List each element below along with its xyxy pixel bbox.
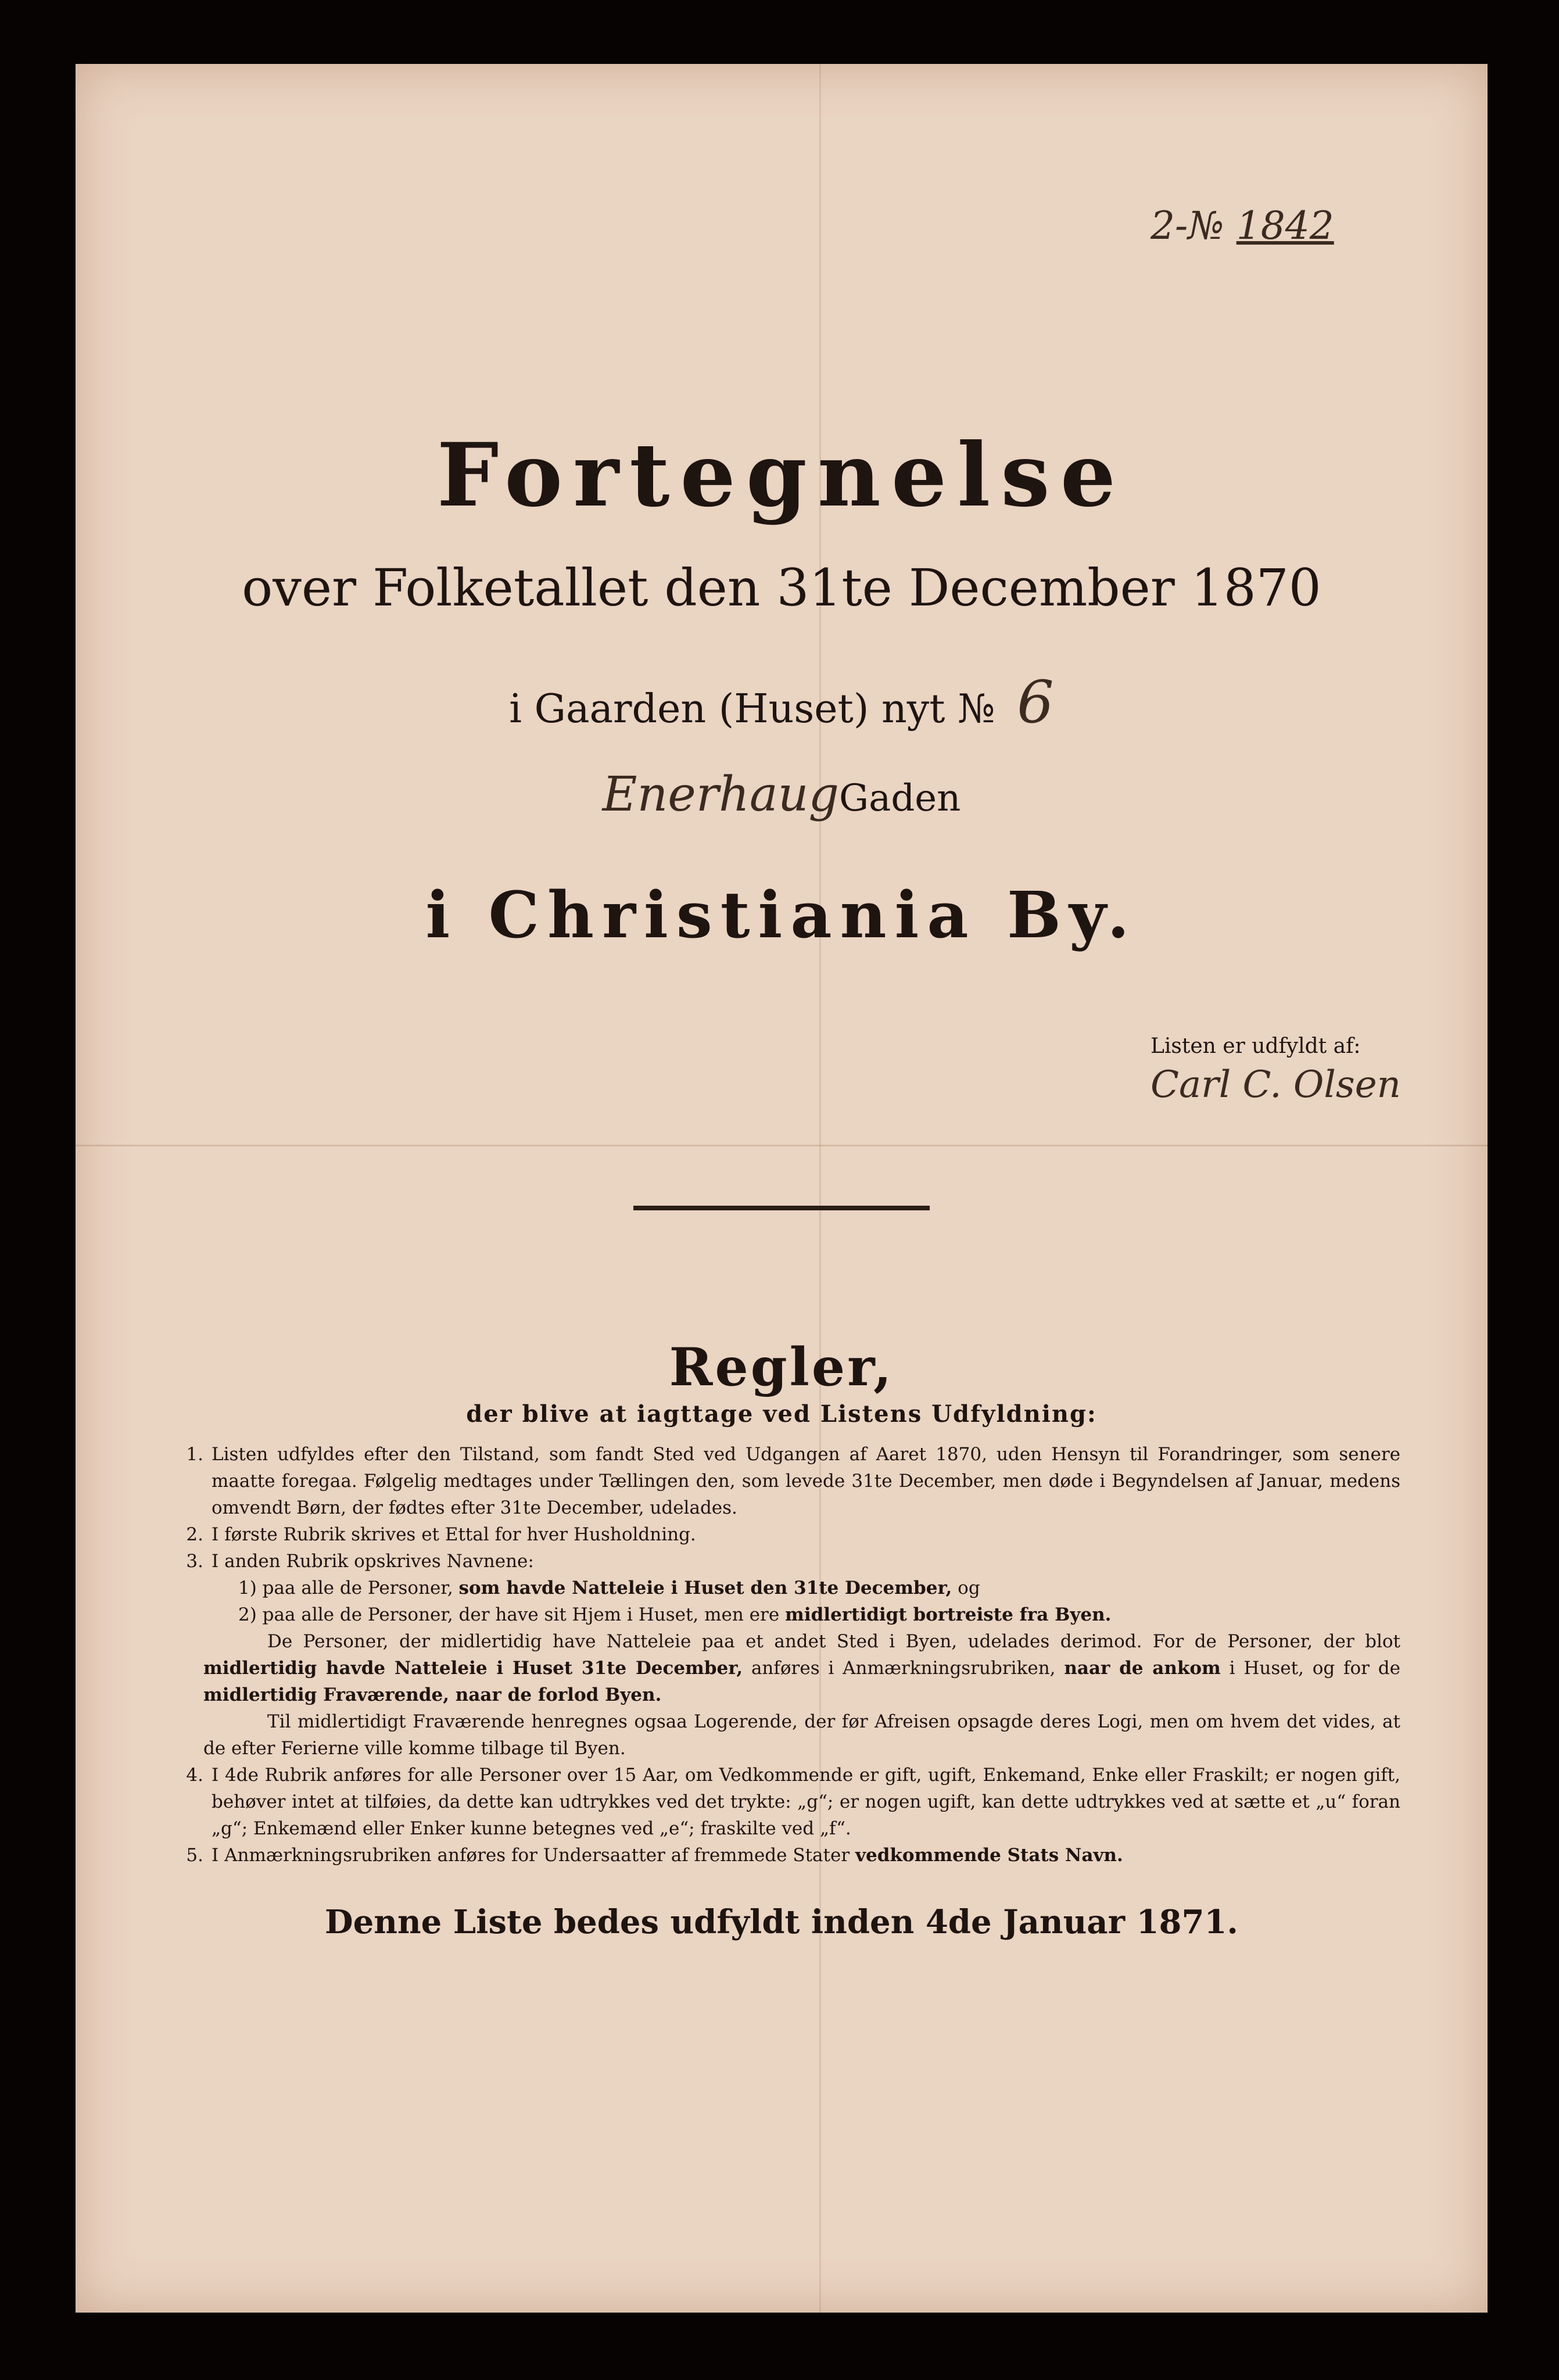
paragraph-text: De Personer, der midlertidig have Natteleie paa et andet Sted i Byen, udelades derimod. For de Personer, der blot (267, 1631, 1400, 1652)
vertical-fold-line (819, 64, 821, 2313)
deadline-notice: Denne Liste bedes udfyldt inden 4de Januar 1871. (325, 1903, 1238, 1941)
rule-paragraph (174, 1628, 1400, 1708)
paragraph-text: Til midlertidigt Fraværende henregnes ogsaa Logerende, der før Afreisen opsagde deres Logi, men om hvem det vides, at de efter Ferierne ville komme tilbage til Byen. (203, 1711, 1400, 1759)
rule-item (174, 1441, 1400, 1521)
rule-number: 1. (186, 1444, 203, 1465)
form-number-value: 1842 (1236, 203, 1334, 248)
rule-number: 4. (186, 1765, 203, 1786)
census-form-sheet (76, 64, 1488, 2313)
filled-by-label: Listen er udfyldt af: (1151, 1034, 1361, 1058)
rule-text: I 4de Rubrik anføres for alle Personer over 15 Aar, om Vedkommende er gift, ugift, Enkemand, Enke eller Fraskilt; er nogen gift, behøver intet at tilføies, da dette kan udtrykkes ved det trykte: „g“; er nogen ugift, kan dette udtrykkes ved at sætte et „u“ foran „g“; Enkemænd eller Enker kunne betegnes ved „e“; fraskilte ved „f“. (212, 1765, 1400, 1839)
paragraph-emphasis: midlertidig Fraværende, naar de forlod Byen. (203, 1684, 662, 1705)
rule-text: Listen udfyldes efter den Tilstand, som fandt Sted ved Udgangen af Aaret 1870, uden Hensyn til Forandringer, som senere maatte foregaa. Følgelig medtages under Tællingen den, som levede 31te December, men døde i Begyndelsen af Januar, medens omvendt Børn, der fødtes efter 31te December, udelades. (212, 1444, 1400, 1518)
paragraph-emphasis: naar de ankom (1064, 1658, 1221, 1679)
rule-number: 2. (186, 1524, 203, 1545)
document-title: Fortegnelse (436, 424, 1127, 526)
rule-subitem-text: og (952, 1578, 980, 1598)
street-line (76, 767, 1488, 822)
rule-subitem-text: 2) paa alle de Personer, der have sit Hjem i Huset, men ere (238, 1604, 786, 1625)
rule-item (174, 1762, 1400, 1842)
paragraph-emphasis: midlertidig havde Natteleie i Huset 31te December, (203, 1658, 743, 1679)
rule-item (174, 1842, 1400, 1869)
rule-subitem (174, 1575, 1400, 1601)
rule-item (174, 1548, 1400, 1575)
house-number-value: 6 (1017, 668, 1054, 736)
rule-text: I anden Rubrik opskrives Navnene: (212, 1551, 534, 1572)
filled-by-signature: Carl C. Olsen (1151, 1063, 1401, 1106)
rules-list (174, 1441, 1400, 1869)
house-number-label: i Gaarden (Huset) nyt № (509, 686, 995, 732)
rule-text (212, 1842, 1400, 1869)
street-handwritten: Enerhaug (602, 767, 840, 822)
paragraph-text: i Huset, og for de (1220, 1658, 1400, 1679)
rule-subitem-text: 1) paa alle de Personer, (238, 1578, 459, 1598)
rule-subitem (174, 1601, 1400, 1628)
rule-paragraph (174, 1708, 1400, 1762)
rule-subitem-emphasis: midlertidigt bortreiste fra Byen. (785, 1604, 1112, 1625)
rule-subitem-emphasis: som havde Natteleie i Huset den 31te December, (458, 1578, 952, 1598)
house-number-line (76, 668, 1488, 736)
rule-text-part: I Anmærkningsrubriken anføres for Undersaatter af fremmede Stater (212, 1845, 856, 1866)
rules-subtitle: der blive at iagttage ved Listens Udfyldning: (466, 1400, 1097, 1428)
city-line: i Christiania By. (425, 877, 1138, 952)
rules-title: Regler, (669, 1336, 894, 1398)
rule-item (174, 1521, 1400, 1548)
document-subtitle: over Folketallet den 31te December 1870 (242, 558, 1321, 618)
form-number (1151, 203, 1334, 248)
horizontal-fold-line (76, 1145, 1488, 1146)
form-number-prefix: 2-№ (1151, 203, 1224, 248)
paragraph-text: anføres i Anmærkningsrubriken, (743, 1658, 1065, 1679)
rule-number: 5. (186, 1845, 203, 1866)
rule-text-emphasis: vedkommende Stats Navn. (855, 1845, 1123, 1866)
rule-number: 3. (186, 1551, 203, 1572)
street-printed-suffix: Gaden (839, 777, 961, 820)
section-divider (633, 1206, 930, 1210)
rule-text: I første Rubrik skrives et Ettal for hver Husholdning. (212, 1524, 696, 1545)
